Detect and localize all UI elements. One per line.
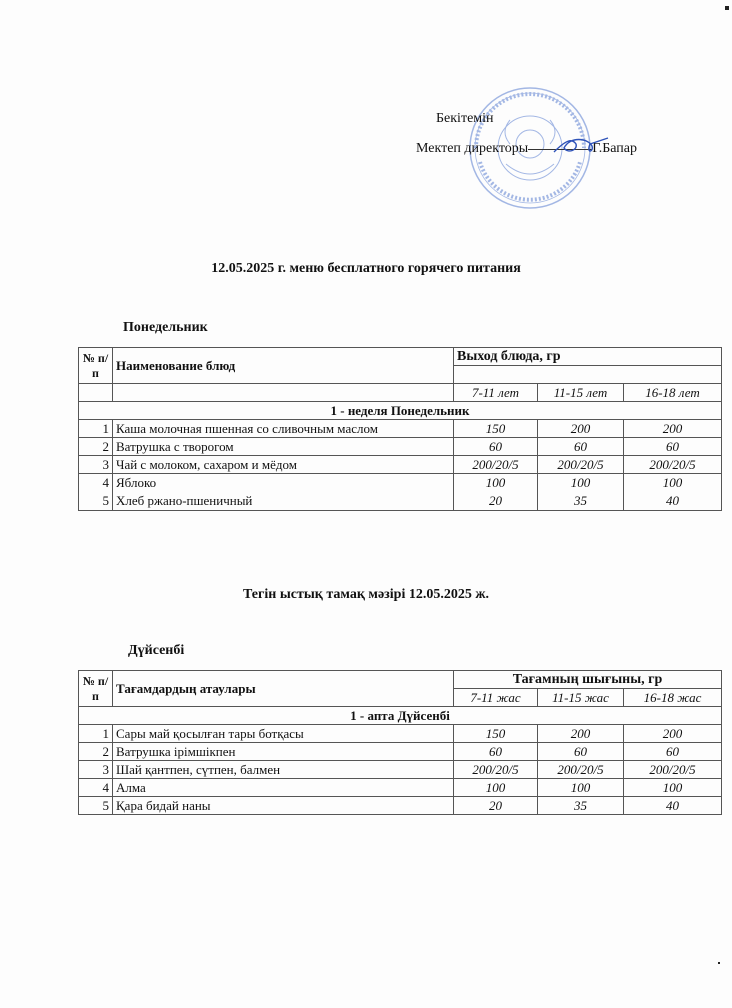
header-name: Тағамдардың атаулары: [113, 671, 454, 707]
menu-ru-day: Понедельник: [123, 320, 208, 335]
portion-value: 100: [570, 475, 591, 490]
week-label: 1 - неделя Понедельник: [79, 402, 722, 420]
dish-name: Сары май қосылған тары ботқасы: [113, 725, 454, 743]
dish-name: Чай с молоком, сахаром и мёдом: [113, 456, 454, 474]
portion-16-18: 100: [624, 779, 722, 797]
row-no: 5: [79, 797, 113, 815]
portion-11-15: 200: [538, 420, 624, 438]
menu-kz-day: Дүйсенбі: [128, 643, 185, 658]
portion-7-11: 200/20/5: [454, 456, 538, 474]
table-row: [79, 438, 722, 456]
dish-apple: Яблоко: [116, 475, 157, 490]
portion-16-18: 200: [624, 725, 722, 743]
row-no: 2: [79, 438, 113, 456]
signature: [548, 132, 618, 160]
dish-name: Ватрушка ірімшікпен: [113, 743, 454, 761]
portion-16-18: 60: [624, 438, 722, 456]
row-no: 3: [79, 761, 113, 779]
portion-11-15: 35: [538, 797, 624, 815]
row-no: 3: [79, 456, 113, 474]
director-position: Мектеп директоры: [416, 141, 529, 156]
age-col-2: 11-15 лет: [538, 384, 624, 402]
portion-16-18: 60: [624, 743, 722, 761]
portion-11-15: 60: [538, 743, 624, 761]
menu-kz-title: Тегін ыстық тамақ мәзірі 12.05.2025 ж.: [243, 587, 489, 602]
portion-16-18: 40: [624, 797, 722, 815]
portion-7-11: 60: [454, 438, 538, 456]
header-no: № п/п: [79, 348, 113, 384]
age-col-3: 16-18 жас: [624, 689, 722, 707]
portion-value: 100: [662, 475, 683, 490]
header-no: № п/п: [79, 671, 113, 707]
header-name: Наименование блюд: [113, 348, 454, 384]
portion-11-15: 200/20/5: [538, 456, 624, 474]
row-no: 2: [79, 743, 113, 761]
director-name: Г.Бапар: [592, 141, 638, 156]
dish-bread: Хлеб ржано-пшеничный: [116, 493, 253, 508]
table-row: [79, 797, 722, 815]
portion-11-15: 100: [538, 779, 624, 797]
scan-speck: [725, 6, 729, 10]
row-no: 1: [79, 725, 113, 743]
approval-label: Бекітемін: [436, 111, 494, 126]
dish-name: Каша молочная пшенная со сливочным маслом: [113, 420, 454, 438]
portion-16-18: 200: [624, 420, 722, 438]
portion-7-11: [454, 474, 538, 511]
portion-7-11: 200/20/5: [454, 761, 538, 779]
header-output: Тағамның шығыны, гр: [454, 671, 722, 689]
row-no-4: 4: [102, 475, 109, 490]
header-blank: [113, 384, 454, 402]
portion-value: 20: [489, 493, 502, 508]
portion-11-15: 200/20/5: [538, 761, 624, 779]
week-label: 1 - апта Дүйсенбі: [79, 707, 722, 725]
dish-name: [113, 474, 454, 511]
portion-11-15: 200: [538, 725, 624, 743]
age-col-1: 7-11 лет: [454, 384, 538, 402]
dish-name: Қара бидай наны: [113, 797, 454, 815]
table-row: [79, 725, 722, 743]
portion-7-11: 150: [454, 420, 538, 438]
age-col-2: 11-15 жас: [538, 689, 624, 707]
dish-name: Шай қантпен, сүтпен, балмен: [113, 761, 454, 779]
portion-7-11: 60: [454, 743, 538, 761]
portion-11-15: [538, 474, 624, 511]
portion-value: 100: [485, 475, 506, 490]
row-no: 4: [79, 779, 113, 797]
row-no-5: 5: [102, 493, 109, 508]
portion-16-18: [624, 474, 722, 511]
portion-16-18: 200/20/5: [624, 456, 722, 474]
portion-7-11: 100: [454, 779, 538, 797]
table-row: [79, 420, 722, 438]
table-row: [79, 456, 722, 474]
portion-value: 40: [666, 493, 679, 508]
row-no: 1: [79, 420, 113, 438]
age-col-3: 16-18 лет: [624, 384, 722, 402]
dish-name: Алма: [113, 779, 454, 797]
portion-11-15: 60: [538, 438, 624, 456]
age-col-1: 7-11 жас: [454, 689, 538, 707]
table-row-merged: [79, 474, 722, 511]
portion-7-11: 20: [454, 797, 538, 815]
portion-7-11: 150: [454, 725, 538, 743]
header-blank: [79, 384, 113, 402]
portion-value: 35: [574, 493, 587, 508]
table-row: [79, 779, 722, 797]
menu-kz-table: [78, 670, 722, 815]
portion-16-18: 200/20/5: [624, 761, 722, 779]
row-no: [79, 474, 113, 511]
table-row: [79, 761, 722, 779]
header-output: Выход блюда, гр: [454, 348, 722, 366]
header-blank: [454, 366, 722, 384]
menu-ru-table: [78, 347, 722, 511]
dish-name: Ватрушка с творогом: [113, 438, 454, 456]
menu-ru-title: 12.05.2025 г. меню бесплатного горячего питания: [211, 261, 521, 276]
table-row: [79, 743, 722, 761]
scan-speck: [718, 962, 720, 964]
